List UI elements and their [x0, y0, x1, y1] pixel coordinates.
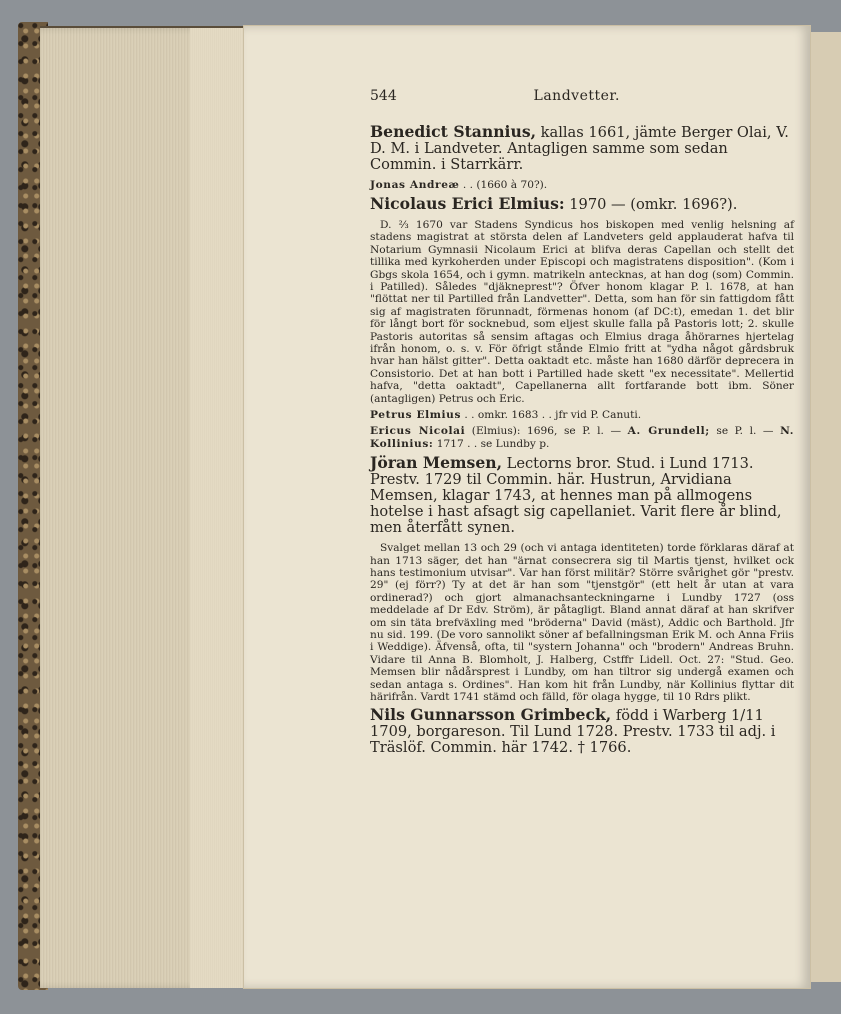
entry-text: . . (1660 à 70?). — [459, 179, 548, 191]
entry-elmius-body: D. ⅔ 1670 var Stadens Syndicus hos biskopen med venlig helsning af stadens magistrat at största delen af Landveters geld applauderat hafva til Notarium Gymnasii Nicolaum Erici at blifva deras Capellan och stellt det tillika med kyrkoherden under Episcopi och magistratens disposition". (Kom i Gbgs skola 1654, och i gymn. matrikeln antecknas, at han dog (som) Commin. i Patilled). Således "djäkneprest"? Öfver honom klagar P. l. 1678, at han "flöttat ner til Partilled från Landvetter". Detta, som han för sin fattigdom fått sig af magistraten förunnadt, förmenas honom (af DC:t), emedan 1. det blir för långt bort för socknebud, som eljest skulle falla på Pastoris lott; 2. skulle Pastoris autoritas så sensim aftagas och Elmius draga åhörarnes hjertelag ifrån honom, o. s. v. För öfrigt stånde Elmio fritt at "ydha något gårdsbruk hvar han hälst gitter". Detta oaktadt etc. måste han 1680 därför deprecera in Consistorio. Det at han bott i Partilled hade skett "ex necessitate". Mellertid hafva, "detta oaktadt", Capellanerna allt fortfarande bott ibm. Söner (antagligen) Petrus och Eric. — [370, 219, 794, 405]
entry-andreae — [370, 179, 794, 192]
entry-memsen-body: Svalget mellan 13 och 29 (och vi antaga identiteten) torde förklaras däraf at han 1713 säger, det han "ärnat consecrera sig til Martis tjenst, hvilket ock hans testimonium utvisar". Var han först militär? Större svårighet gör "prestv. 29" (ej förr?) Ty at det är han som "tjenstgör" (ett helt år utan at vara ordinerad?) och gjort almanachsanteckningarne i Lundby 1727 (oss meddelade af Dr Edv. Ström), är påtagligt. Bland annat däraf at han skrifver om sin täta brefväxling med "bröderna" David (mäst), Addic och Barthold. Jfr nu sid. 199. (De voro sannolikt söner af befallningsman Erik M. och Anna Friis i Weddige). Äfvenså, ofta, til "systern Johanna" och "brodern" Andreas Bruhn. Vidare til Anna B. Blomholt, J. Halberg, Cstffr Lidell. Oct. 27: "Stud. Geo. Memsen blir nådårsprest i Lundby, om han tiltror sig undergå examen och sedan antaga s. Ordines". Han kom hit från Lundby, när Kollinius flyttar dit härifrån. Vardt 1741 stämd och fälld, för olaga hygge, til 10 Rdrs plikt. — [370, 542, 794, 703]
left-page-stack — [40, 26, 245, 988]
page-number: 544 — [370, 88, 397, 104]
entry-ericus — [370, 425, 794, 451]
entry-grimbeck — [370, 707, 794, 756]
entry-text: född i Warberg 1/11 1709, borgareson. Til Lund 1728. Prestv. 1733 til adj. i Träslöf. Commin. här 1742. † 1766. — [370, 707, 776, 757]
entry-name-grundell: A. Grundell; — [627, 425, 710, 438]
entry-memsen — [370, 455, 794, 536]
entry-name: Nils Gunnarsson Grimbeck, — [370, 705, 612, 725]
running-head — [370, 88, 620, 104]
entry-text-3: 1717 . . se Lundby p. — [433, 438, 550, 451]
entry-name: Ericus Nicolai — [370, 425, 466, 438]
entry-name-kollinius: N. Kollinius: — [370, 425, 795, 451]
entry-elmius — [370, 196, 794, 213]
entry-text: 1970 — (omkr. 1696?). — [564, 196, 738, 213]
book-page — [244, 26, 810, 988]
entry-name: Benedict Stannius, — [370, 122, 537, 141]
entry-text: kallas 1661, jämte Berger Olai, V. D. M. i Landveter. Antagligen samme som sedan Commin. i Starrkärr. — [370, 124, 789, 173]
entry-text: . . omkr. 1683 . . jfr vid P. Canuti. — [461, 409, 642, 422]
entry-text-2: se P. l. — — [709, 425, 781, 438]
entry-text: Lectorns bror. Stud. i Lund 1713. Prestv. 1729 til Commin. här. Hustrun, Arvidiana Memsen, klagar 1743, at hennes man på allmogens hotelse i hast afsagt sig capellaniet. Varit flere år blind, men återfått synen. — [370, 455, 782, 537]
page-content — [370, 88, 794, 762]
entry-name: Petrus Elmius — [370, 409, 462, 422]
entry-stannius — [370, 124, 794, 173]
running-title: Landvetter. — [533, 88, 620, 104]
entry-text: (Elmius): 1696, se P. l. — — [465, 425, 628, 438]
entry-name: Jonas Andreæ — [370, 179, 460, 191]
entry-petrus — [370, 409, 794, 422]
entry-name: Nicolaus Erici Elmius: — [370, 194, 565, 213]
entry-name: Jöran Memsen, — [370, 453, 503, 473]
